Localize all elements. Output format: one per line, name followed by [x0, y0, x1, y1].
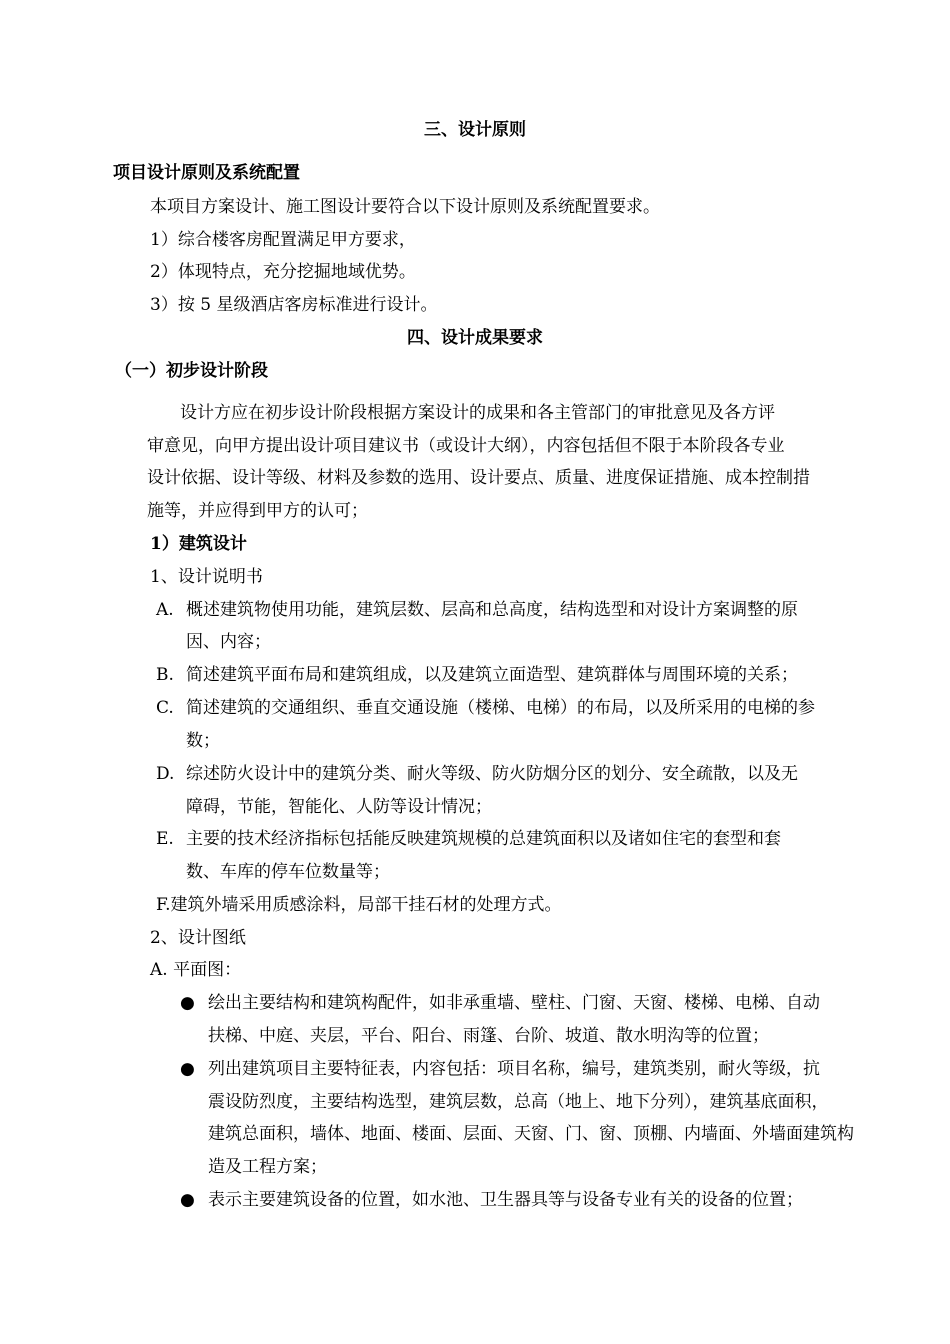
- bullet-line: 造及工程方案；: [208, 1157, 327, 1177]
- preliminary-design-heading: （一）初步设计阶段: [115, 361, 268, 381]
- section-3-subheading: 项目设计原则及系统配置: [113, 163, 300, 183]
- principle-item-1: 1）综合楼客房配置满足甲方要求，: [150, 230, 416, 250]
- list-item-line: 简述建筑的交通组织、垂直交通设施（楼梯、电梯）的布局，以及所采用的电梯的参: [186, 698, 815, 718]
- bullet-line: 表示主要建筑设备的位置，如水池、卫生器具等与设备专业有关的设备的位置；: [208, 1190, 803, 1210]
- bullet-icon: ●: [180, 1059, 195, 1079]
- bullet-icon: ●: [180, 1190, 195, 1210]
- design-drawings-heading: 2、设计图纸: [150, 928, 246, 948]
- bullet-line: 震设防烈度，主要结构选型，建筑层数，总高（地上、地下分列），建筑基底面积，: [208, 1092, 829, 1112]
- section-3-intro: 本项目方案设计、施工图设计要符合以下设计原则及系统配置要求。: [150, 197, 660, 217]
- list-item-line: 数、车库的停车位数量等；: [186, 862, 390, 882]
- list-item-line: 概述建筑物使用功能，建筑层数、层高和总高度，结构选型和对设计方案调整的原: [186, 600, 798, 620]
- bullet-line: 建筑总面积，墙体、地面、楼面、层面、天窗、门、窗、顶棚、内墙面、外墙面建筑构: [208, 1124, 854, 1144]
- list-letter: E.: [156, 829, 174, 849]
- section-3-title: 三、设计原则: [424, 120, 526, 140]
- paragraph-line: 审意见，向甲方提出设计项目建议书（或设计大纲），内容包括但不限于本阶段各专业: [147, 436, 785, 456]
- list-item-line: 综述防火设计中的建筑分类、耐火等级、防火防烟分区的划分、安全疏散，以及无: [186, 764, 798, 784]
- list-item-line: 简述建筑平面布局和建筑组成，以及建筑立面造型、建筑群体与周围环境的关系；: [186, 665, 798, 685]
- principle-item-2: 2）体现特点，充分挖掘地域优势。: [150, 262, 416, 282]
- list-letter: D.: [156, 764, 175, 784]
- paragraph-line: 施等，并应得到甲方的认可；: [147, 501, 368, 521]
- manual-item-f: F.建筑外墙采用质感涂料，局部干挂石材的处理方式。: [156, 895, 562, 915]
- architecture-design-heading: 1）建筑设计: [150, 534, 247, 554]
- list-item-line: 主要的技术经济指标包括能反映建筑规模的总建筑面积以及诸如住宅的套型和套: [186, 829, 781, 849]
- floor-plan-heading: A. 平面图：: [150, 960, 242, 980]
- design-manual-heading: 1、设计说明书: [150, 567, 263, 587]
- principle-item-3: 3）按 5 星级酒店客房标准进行设计。: [150, 295, 438, 315]
- list-item-line: 因、内容；: [186, 632, 271, 652]
- bullet-line: 扶梯、中庭、夹层，平台、阳台、雨篷、台阶、坡道、散水明沟等的位置；: [208, 1026, 769, 1046]
- list-item-line: 障碍，节能，智能化、人防等设计情况；: [186, 797, 492, 817]
- paragraph-line: 设计依据、设计等级、材料及参数的选用、设计要点、质量、进度保证措施、成本控制措: [147, 468, 810, 488]
- list-letter: B.: [156, 665, 174, 685]
- list-letter: C.: [156, 698, 174, 718]
- list-letter: A.: [156, 600, 174, 620]
- list-item-line: 数；: [186, 731, 220, 751]
- bullet-line: 列出建筑项目主要特征表，内容包括：项目名称，编号，建筑类别，耐火等级，抗: [208, 1059, 820, 1079]
- bullet-line: 绘出主要结构和建筑构配件，如非承重墙、壁柱、门窗、天窗、楼梯、电梯、自动: [208, 993, 820, 1013]
- bullet-icon: ●: [180, 993, 195, 1013]
- paragraph-line: 设计方应在初步设计阶段根据方案设计的成果和各主管部门的审批意见及各方评: [180, 403, 775, 423]
- section-4-title: 四、设计成果要求: [407, 328, 543, 348]
